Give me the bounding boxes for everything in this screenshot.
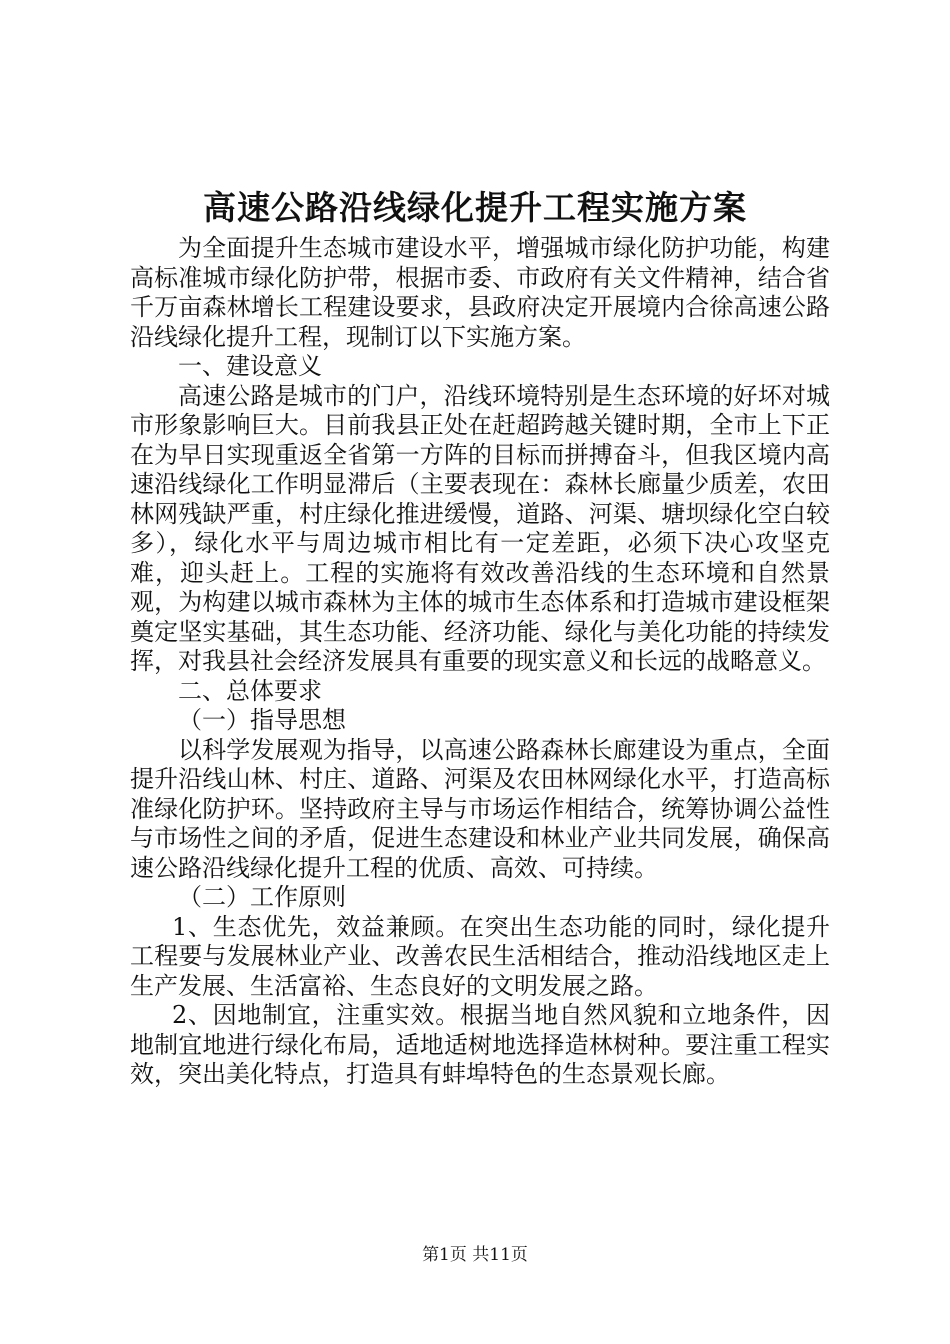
intro-paragraph: 为全面提升生态城市建设水平，增强城市绿化防护功能，构建高标准城市绿化防护带，根据市委、市政府有关文件精神，结合省千万亩森林增长工程建设要求，县政府决定开展境内合徐高速公路沿线绿化提升工程，现制订以下实施方案。 xyxy=(130,234,830,351)
section-heading-requirements: 二、总体要求 xyxy=(178,676,322,705)
principle-2-paragraph: 2、因地制宜，注重实效。根据当地自然风貌和立地条件，因地制宜地进行绿化布局，适地适树地选择造林树种。要注重工程实效，突出美化特点，打造具有蚌埠特色的生态景观长廊。 xyxy=(130,1001,830,1088)
guiding-ideology-paragraph: 以科学发展观为指导，以高速公路森林长廊建设为重点，全面提升沿线山林、村庄、道路、河渠及农田林网绿化水平，打造高标准绿化防护环。坚持政府主导与市场运作相结合，统筹协调公益性与市场性之间的矛盾，促进生态建设和林业产业共同发展，确保高速公路沿线绿化提升工程的优质、高效、可持续。 xyxy=(130,735,830,882)
significance-paragraph: 高速公路是城市的门户，沿线环境特别是生态环境的好坏对城市形象影响巨大。目前我县正处在赶超跨越关键时期，全市上下正在为早日实现重返全省第一方阵的目标而拼搏奋斗，但我区境内高速沿线绿化工作明显滞后（主要表现在：森林长廊量少质差，农田林网残缺严重，村庄绿化推进缓慢，道路、河渠、塘坝绿化空白较多），绿化水平与周边城市相比有一定差距，必须下决心攻坚克难，迎头赶上。工程的实施将有效改善沿线的生态环境和自然景观，为构建以城市森林为主体的城市生态体系和打造城市建设框架奠定坚实基础，其生态功能、经济功能、绿化与美化功能的持续发挥，对我县社会经济发展具有重要的现实意义和长远的战略意义。 xyxy=(130,381,830,675)
page-footer: 第1页 共11页 xyxy=(422,1245,528,1265)
document-title: 高速公路沿线绿化提升工程实施方案 xyxy=(203,188,747,227)
section-heading-significance: 一、建设意义 xyxy=(178,352,322,380)
subsection-heading-principles: （二）工作原则 xyxy=(178,883,346,911)
document-body xyxy=(130,234,830,1090)
subsection-heading-guiding-ideology: （一）指导思想 xyxy=(178,706,346,734)
principle-1-paragraph: 1、生态优先，效益兼顾。在突出生态功能的同时，绿化提升工程要与发展林业产业、改善农民生活相结合，推动沿线地区走上生产发展、生活富裕、生态良好的文明发展之路。 xyxy=(130,912,830,1000)
